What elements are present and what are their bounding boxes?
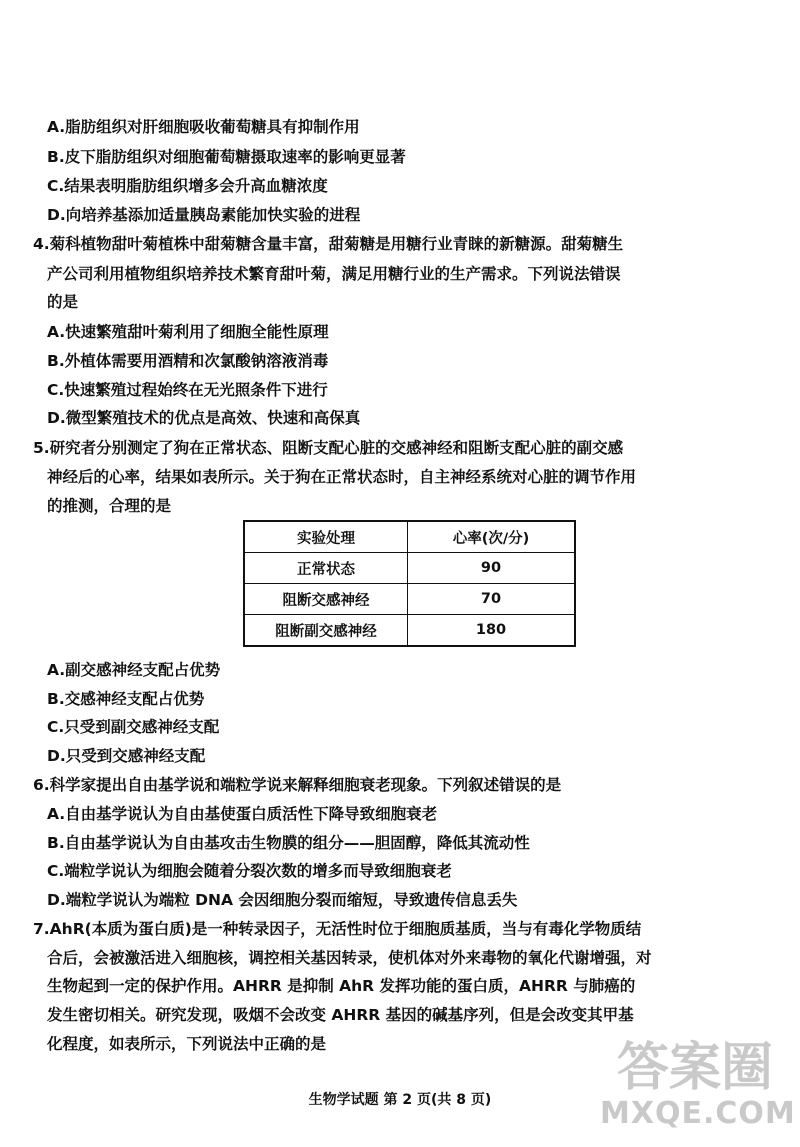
q5-stem-line-3: 的推测，合理的是 <box>47 497 172 515</box>
q6-stem-line-1: 6.科学家提出自由基学说和端粒学说来解释细胞衰老现象。下列叙述错误的是 <box>33 776 562 794</box>
q4-stem-line-1: 4.菊科植物甜叶菊植株中甜菊糖含量丰富，甜菊糖是用糖行业青睐的新糖源。甜菊糖生 <box>33 235 624 253</box>
table-row <box>244 615 575 647</box>
site-watermark <box>600 1038 796 1140</box>
q3-option-c: C.结果表明脂肪组织增多会升高血糖浓度 <box>47 177 328 195</box>
q7-stem-line-4: 发生密切相关。研究发现，吸烟不会改变 AHRR 基因的碱基序列，但是会改变其甲基 <box>47 1006 634 1024</box>
q5-stem-line-2: 神经后的心率，结果如表所示。关于狗在正常状态时，自主神经系统对心脏的调节作用 <box>47 468 637 486</box>
q5-stem-line-1: 5.研究者分别测定了狗在正常状态、阻断支配心脏的交感神经和阻断支配心脏的副交感 <box>33 439 624 457</box>
q7-stem-line-2: 合后，会被激活进入细胞核，调控相关基因转录，使机体对外来毒物的氧化代谢增强，对 <box>47 949 652 967</box>
q7-stem-line-3: 生物起到一定的保护作用。AHRR 是抑制 AhR 发挥功能的蛋白质，AHRR 与肺癌的 <box>47 977 636 995</box>
q4-stem-line-3: 的是 <box>47 293 79 311</box>
watermark-url: MXQE.COM <box>600 1096 796 1131</box>
q7-stem-line-5: 化程度，如表所示，下列说法中正确的是 <box>47 1035 327 1053</box>
table-cell: 90 <box>408 553 576 584</box>
table-cell: 阻断交感神经 <box>244 584 408 615</box>
table-cell: 正常状态 <box>244 553 408 584</box>
q6-option-d: D.端粒学说认为端粒 DNA 会因细胞分裂而缩短，导致遗传信息丢失 <box>47 891 518 909</box>
table-row <box>244 553 575 584</box>
table-header-cell: 心率(次/分) <box>408 521 576 553</box>
q5-option-b: B.交感神经支配占优势 <box>47 690 205 708</box>
q3-option-a: A.脂肪组织对肝细胞吸收葡萄糖具有抑制作用 <box>47 118 360 136</box>
table-cell: 180 <box>408 615 576 647</box>
q4-option-d: D.微型繁殖技术的优点是高效、快速和高保真 <box>47 409 361 427</box>
q5-option-c: C.只受到副交感神经支配 <box>47 718 220 736</box>
q4-stem-line-2: 产公司利用植物组织培养技术繁育甜叶菊，满足用糖行业的生产需求。下列说法错误 <box>47 265 621 283</box>
q5-option-a: A.副交感神经支配占优势 <box>47 661 221 679</box>
table-row <box>244 584 575 615</box>
q6-option-c: C.端粒学说认为细胞会随着分裂次数的增多而导致细胞衰老 <box>47 862 452 880</box>
table-header-row <box>244 521 575 553</box>
watermark-text: 答案圈 <box>616 1038 773 1098</box>
q3-option-d: D.向培养基添加适量胰岛素能加快实验的进程 <box>47 206 361 224</box>
q4-option-c: C.快速繁殖过程始终在无光照条件下进行 <box>47 381 328 399</box>
table-cell: 阻断副交感神经 <box>244 615 408 647</box>
q4-option-b: B.外植体需要用酒精和次氯酸钠溶液消毒 <box>47 352 329 370</box>
q5-option-d: D.只受到交感神经支配 <box>47 747 206 765</box>
q3-option-b: B.皮下脂肪组织对细胞葡萄糖摄取速率的影响更显著 <box>47 148 406 166</box>
q7-stem-line-1: 7.AhR(本质为蛋白质)是一种转录因子，无活性时位于细胞质基质，当与有毒化学物质结 <box>33 920 642 938</box>
q6-option-a: A.自由基学说认为自由基使蛋白质活性下降导致细胞衰老 <box>47 805 438 823</box>
table-cell: 70 <box>408 584 576 615</box>
heart-rate-table <box>243 520 576 647</box>
q6-option-b: B.自由基学说认为自由基攻击生物膜的组分——胆固醇，降低其流动性 <box>47 834 530 852</box>
table-header-cell: 实验处理 <box>244 521 408 553</box>
q4-option-a: A.快速繁殖甜叶菊利用了细胞全能性原理 <box>47 323 329 341</box>
page-footer: 生物学试题 第 2 页(共 8 页) <box>308 1092 492 1108</box>
